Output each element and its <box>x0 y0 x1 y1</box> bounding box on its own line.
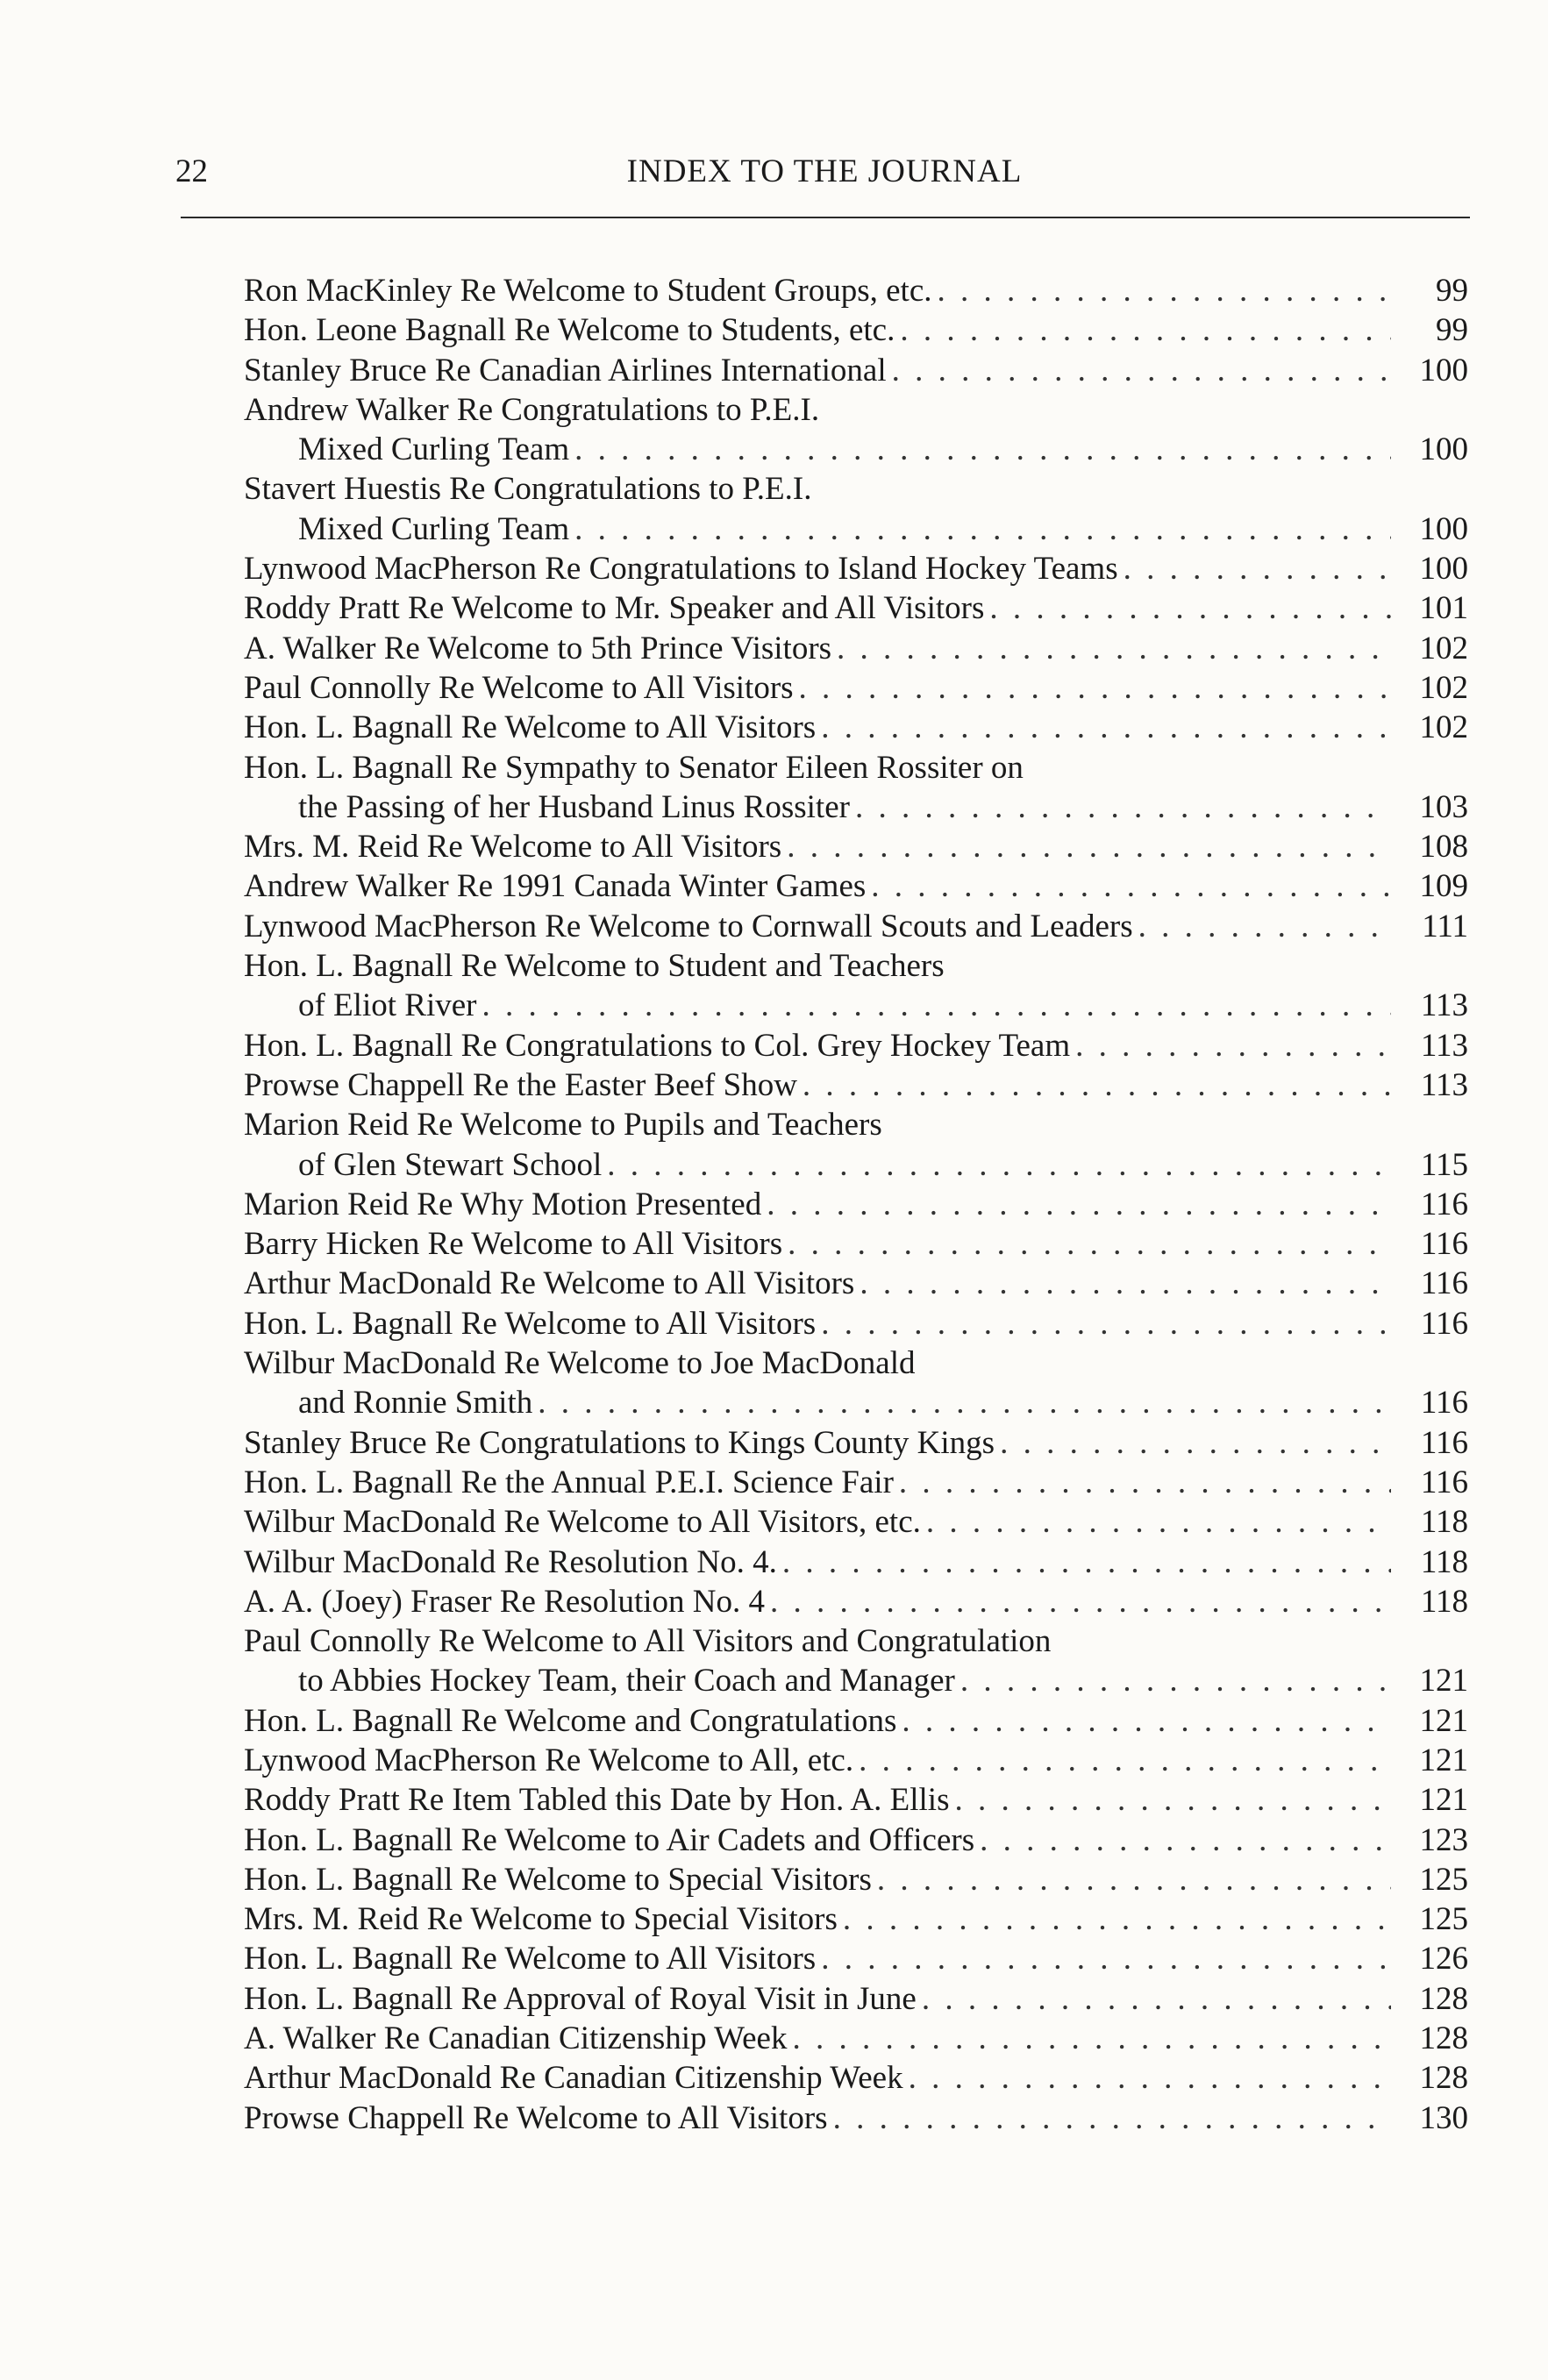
index-entry-continuation <box>244 1661 1468 1700</box>
index-entry-line <box>244 1939 1468 1978</box>
entry-page-number: 118 <box>1420 1504 1468 1541</box>
index-entry <box>244 866 1468 906</box>
entry-page-number: 125 <box>1419 1861 1468 1898</box>
index-entry <box>244 1502 1468 1542</box>
index-entry <box>244 1979 1468 2019</box>
entry-text: Hon. L. Bagnall Re Welcome to All Visitors <box>244 1305 817 1342</box>
index-entry <box>244 549 1468 588</box>
entry-text: Lynwood MacPherson Re Congratulations to Island Hockey Teams <box>244 551 1118 588</box>
entry-page-number: 115 <box>1420 1146 1468 1183</box>
entry-text: of Glen Stewart School <box>298 1146 603 1183</box>
index-entry-line <box>244 1026 1468 1065</box>
entry-page-number: 102 <box>1419 630 1468 666</box>
index-entry <box>244 2019 1468 2058</box>
index-entry-line <box>244 1463 1468 1502</box>
index-entry-continuation <box>244 430 1468 469</box>
index-entry <box>244 907 1468 946</box>
index-entry-line <box>244 1065 1468 1105</box>
dot-leader <box>538 1383 1391 1422</box>
index-entry <box>244 629 1468 668</box>
index-entry-line <box>244 1621 1468 1661</box>
entry-text: Hon. L. Bagnall Re Congratulations to Col. Grey Hockey Team <box>244 1027 1071 1064</box>
dot-leader <box>938 271 1392 310</box>
index-entry <box>244 271 1468 310</box>
dot-leader <box>803 1065 1391 1105</box>
dot-leader <box>482 986 1391 1025</box>
index-entry <box>244 1185 1468 1224</box>
index-entry <box>244 588 1468 628</box>
entry-text: Hon. L. Bagnall Re Welcome to Student and Teachers <box>244 948 945 985</box>
dot-leader <box>954 1780 1391 1820</box>
dot-leader <box>788 1224 1391 1264</box>
dot-leader <box>787 827 1391 866</box>
index-entry <box>244 1860 1468 1899</box>
entry-text: the Passing of her Husband Linus Rossiter <box>298 788 850 825</box>
index-entry-line <box>244 946 1468 986</box>
index-entry-continuation <box>244 1383 1468 1422</box>
entry-text: Mrs. M. Reid Re Welcome to Special Visitors <box>244 1901 838 1938</box>
dot-leader <box>859 1741 1391 1780</box>
entry-text: Andrew Walker Re 1991 Canada Winter Games <box>244 868 867 905</box>
dot-leader <box>1000 1423 1391 1463</box>
entry-page-number: 99 <box>1436 273 1468 309</box>
index-list <box>244 271 1468 2138</box>
index-entry-line <box>244 390 1468 430</box>
index-entry <box>244 1105 1468 1185</box>
entry-text: Mixed Curling Team <box>298 510 570 547</box>
entry-page-number: 111 <box>1422 908 1468 944</box>
entry-text: Stanley Bruce Re Congratulations to Kings County Kings <box>244 1424 995 1461</box>
index-entry <box>244 1582 1468 1621</box>
dot-leader <box>926 1502 1391 1542</box>
index-entry <box>244 827 1468 866</box>
dot-leader <box>821 1939 1391 1978</box>
entry-page-number: 121 <box>1419 1782 1468 1819</box>
index-entry-continuation <box>244 986 1468 1025</box>
entry-page-number: 100 <box>1419 431 1468 468</box>
entry-text: Wilbur MacDonald Re Resolution No. 4. <box>244 1543 777 1580</box>
entry-page-number: 116 <box>1420 1385 1468 1422</box>
entry-text: Roddy Pratt Re Welcome to Mr. Speaker and All Visitors <box>244 590 985 627</box>
index-entry-line <box>244 1423 1468 1463</box>
index-entry <box>244 1621 1468 1701</box>
entry-text: Mixed Curling Team <box>298 431 570 468</box>
entry-text: of Eliot River <box>298 987 477 1024</box>
entry-text: Hon. Leone Bagnall Re Welcome to Students, etc. <box>244 312 895 349</box>
dot-leader <box>989 588 1391 628</box>
dot-leader <box>900 310 1391 350</box>
page-header <box>175 146 1473 198</box>
entry-page-number: 100 <box>1419 352 1468 388</box>
dot-leader <box>574 430 1391 469</box>
entry-text: Arthur MacDonald Re Welcome to All Visitors <box>244 1265 855 1302</box>
index-entry-line <box>244 271 1468 310</box>
index-entry <box>244 2058 1468 2098</box>
entry-page-number: 121 <box>1419 1742 1468 1778</box>
index-entry-line <box>244 2058 1468 2098</box>
entry-page-number: 128 <box>1419 1980 1468 2017</box>
entry-page-number: 102 <box>1419 669 1468 706</box>
entry-page-number: 100 <box>1419 510 1468 547</box>
index-entry-line <box>244 1264 1468 1303</box>
entry-text: Lynwood MacPherson Re Welcome to Cornwall Scouts and Leaders <box>244 908 1133 944</box>
entry-text: A. A. (Joey) Fraser Re Resolution No. 4 <box>244 1583 765 1620</box>
index-entry-line <box>244 351 1468 390</box>
entry-page-number: 118 <box>1420 1543 1468 1580</box>
entry-page-number: 113 <box>1420 1027 1468 1064</box>
index-entry <box>244 748 1468 828</box>
page-number: 22 <box>175 153 208 189</box>
dot-leader <box>799 668 1391 708</box>
entry-page-number: 123 <box>1419 1821 1468 1858</box>
index-entry <box>244 1899 1468 1939</box>
entry-text: Paul Connolly Re Welcome to All Visitors <box>244 669 794 706</box>
index-entry-line <box>244 827 1468 866</box>
index-entry-line <box>244 907 1468 946</box>
index-entry-line <box>244 668 1468 708</box>
entry-text: Hon. L. Bagnall Re Welcome and Congratulations <box>244 1702 897 1739</box>
index-entry <box>244 708 1468 747</box>
entry-text: Ron MacKinley Re Welcome to Student Groups, etc. <box>244 273 932 309</box>
entry-page-number: 99 <box>1436 312 1468 349</box>
entry-page-number: 102 <box>1419 709 1468 746</box>
index-entry <box>244 1741 1468 1780</box>
index-entry-line <box>244 748 1468 787</box>
index-entry-line <box>244 1185 1468 1224</box>
index-entry-line <box>244 1224 1468 1264</box>
entry-page-number: 130 <box>1419 2099 1468 2136</box>
entry-text: Roddy Pratt Re Item Tabled this Date by Hon. A. Ellis <box>244 1782 950 1819</box>
index-entry-continuation <box>244 509 1468 549</box>
dot-leader <box>960 1661 1391 1700</box>
entry-text: and Ronnie Smith <box>298 1385 533 1422</box>
entry-page-number: 121 <box>1419 1702 1468 1739</box>
dot-leader <box>1124 549 1391 588</box>
index-entry <box>244 1026 1468 1065</box>
dot-leader <box>770 1582 1391 1621</box>
index-entry-line <box>244 1543 1468 1582</box>
entry-text: Hon. L. Bagnall Re the Annual P.E.I. Science Fair <box>244 1464 894 1500</box>
index-entry-line <box>244 1502 1468 1542</box>
index-entry-line <box>244 310 1468 350</box>
index-entry-line <box>244 629 1468 668</box>
dot-leader <box>767 1185 1391 1224</box>
index-entry <box>244 310 1468 350</box>
entry-page-number: 116 <box>1420 1226 1468 1263</box>
entry-text: Stavert Huestis Re Congratulations to P.E.I. <box>244 471 812 508</box>
index-entry <box>244 946 1468 1026</box>
entry-page-number: 121 <box>1419 1663 1468 1699</box>
dot-leader <box>821 1304 1391 1343</box>
entry-text: Hon. L. Bagnall Re Welcome to Special Visitors <box>244 1861 872 1898</box>
dot-leader <box>837 629 1391 668</box>
entry-text: Paul Connolly Re Welcome to All Visitors and Congratulation <box>244 1623 1052 1660</box>
index-entry-line <box>244 1860 1468 1899</box>
dot-leader <box>980 1821 1391 1860</box>
index-entry <box>244 1821 1468 1860</box>
index-entry-line <box>244 1979 1468 2019</box>
entry-page-number: 116 <box>1420 1464 1468 1500</box>
entry-page-number: 116 <box>1420 1305 1468 1342</box>
entry-text: Marion Reid Re Welcome to Pupils and Teachers <box>244 1107 882 1144</box>
index-entry <box>244 1463 1468 1502</box>
index-entry <box>244 1780 1468 1820</box>
entry-page-number: 116 <box>1420 1265 1468 1302</box>
entry-page-number: 113 <box>1420 1066 1468 1103</box>
dot-leader <box>909 2058 1391 2098</box>
entry-text: Hon. L. Bagnall Re Sympathy to Senator Eileen Rossiter on <box>244 749 1024 786</box>
dot-leader <box>833 2099 1391 2138</box>
entry-page-number: 109 <box>1419 868 1468 905</box>
index-entry-line <box>244 2019 1468 2058</box>
index-entry-line <box>244 1780 1468 1820</box>
header-divider <box>181 217 1470 218</box>
index-entry-line <box>244 469 1468 509</box>
dot-leader <box>821 708 1391 747</box>
index-entry <box>244 1065 1468 1105</box>
entry-text: Arthur MacDonald Re Canadian Citizenship Week <box>244 2060 903 2097</box>
dot-leader <box>843 1899 1391 1939</box>
index-entry-line <box>244 1899 1468 1939</box>
entry-page-number: 101 <box>1419 590 1468 627</box>
dot-leader <box>892 351 1391 390</box>
dot-leader <box>860 1264 1391 1303</box>
entry-text: Prowse Chappell Re the Easter Beef Show <box>244 1066 797 1103</box>
entry-text: Hon. L. Bagnall Re Welcome to All Visitors <box>244 1941 817 1977</box>
index-entry-continuation <box>244 787 1468 827</box>
dot-leader <box>922 1979 1391 2019</box>
index-entry <box>244 1343 1468 1423</box>
entry-page-number: 125 <box>1419 1901 1468 1938</box>
entry-text: Prowse Chappell Re Welcome to All Visitors <box>244 2099 828 2136</box>
index-entry <box>244 1224 1468 1264</box>
index-entry-line <box>244 1582 1468 1621</box>
index-entry <box>244 469 1468 549</box>
entry-page-number: 128 <box>1419 2020 1468 2057</box>
index-entry <box>244 1939 1468 1978</box>
index-entry-line <box>244 866 1468 906</box>
dot-leader <box>1138 907 1391 946</box>
entry-page-number: 128 <box>1419 2060 1468 2097</box>
entry-text: Barry Hicken Re Welcome to All Visitors <box>244 1226 783 1263</box>
index-entry-line <box>244 1821 1468 1860</box>
index-entry-line <box>244 708 1468 747</box>
entry-text: A. Walker Re Canadian Citizenship Week <box>244 2020 788 2057</box>
entry-page-number: 113 <box>1420 987 1468 1024</box>
index-entry <box>244 390 1468 470</box>
entry-text: Marion Reid Re Why Motion Presented <box>244 1186 762 1222</box>
entry-text: Lynwood MacPherson Re Welcome to All, etc. <box>244 1742 854 1778</box>
page-title: INDEX TO THE JOURNAL <box>626 153 1023 189</box>
entry-text: Wilbur MacDonald Re Welcome to Joe MacDonald <box>244 1345 916 1382</box>
entry-text: Andrew Walker Re Congratulations to P.E.I. <box>244 391 820 428</box>
entry-text: Wilbur MacDonald Re Welcome to All Visitors, etc. <box>244 1504 921 1541</box>
dot-leader <box>574 509 1391 549</box>
entry-page-number: 116 <box>1420 1186 1468 1222</box>
dot-leader <box>782 1543 1391 1582</box>
index-entry <box>244 2099 1468 2138</box>
dot-leader <box>899 1463 1391 1502</box>
entry-text: Stanley Bruce Re Canadian Airlines International <box>244 352 887 388</box>
dot-leader <box>607 1145 1391 1185</box>
entry-text: Mrs. M. Reid Re Welcome to All Visitors <box>244 829 782 866</box>
dot-leader <box>792 2019 1391 2058</box>
entry-page-number: 103 <box>1419 788 1468 825</box>
entry-text: Hon. L. Bagnall Re Approval of Royal Visit in June <box>244 1980 917 2017</box>
index-entry <box>244 1701 1468 1741</box>
entry-page-number: 100 <box>1419 551 1468 588</box>
index-entry <box>244 1543 1468 1582</box>
dot-leader <box>1075 1026 1391 1065</box>
index-entry-continuation <box>244 1145 1468 1185</box>
index-entry <box>244 668 1468 708</box>
entry-text: A. Walker Re Welcome to 5th Prince Visitors <box>244 630 832 666</box>
entry-page-number: 118 <box>1420 1583 1468 1620</box>
dot-leader <box>871 866 1391 906</box>
entry-text: to Abbies Hockey Team, their Coach and Manager <box>298 1663 955 1699</box>
index-entry-line <box>244 1343 1468 1383</box>
entry-page-number: 116 <box>1420 1424 1468 1461</box>
index-entry-line <box>244 1105 1468 1144</box>
entry-page-number: 126 <box>1419 1941 1468 1977</box>
index-entry <box>244 1423 1468 1463</box>
index-entry <box>244 1304 1468 1343</box>
index-entry-line <box>244 588 1468 628</box>
entry-page-number: 108 <box>1419 829 1468 866</box>
index-entry-line <box>244 549 1468 588</box>
index-entry <box>244 351 1468 390</box>
dot-leader <box>855 787 1391 827</box>
index-entry-line <box>244 2099 1468 2138</box>
entry-text: Hon. L. Bagnall Re Welcome to All Visitors <box>244 709 817 746</box>
index-entry-line <box>244 1701 1468 1741</box>
dot-leader <box>877 1860 1391 1899</box>
index-entry <box>244 1264 1468 1303</box>
index-entry-line <box>244 1741 1468 1780</box>
index-entry-line <box>244 1304 1468 1343</box>
dot-leader <box>902 1701 1391 1741</box>
entry-text: Hon. L. Bagnall Re Welcome to Air Cadets and Officers <box>244 1821 975 1858</box>
